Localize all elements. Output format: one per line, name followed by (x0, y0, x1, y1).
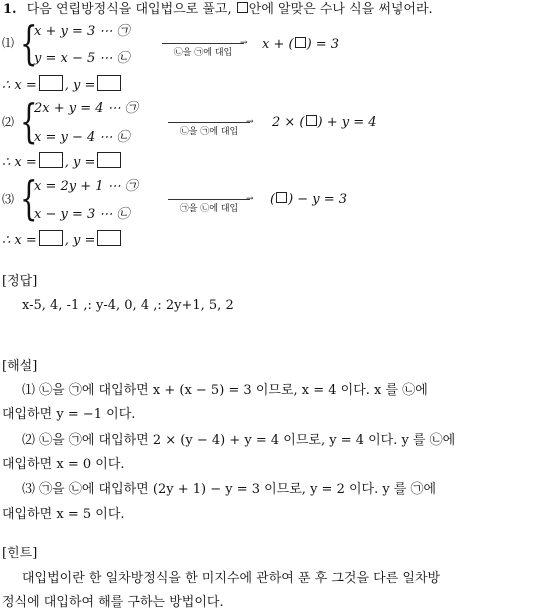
answer-box-symbol (237, 2, 248, 13)
explanation-1-line1: ⑴ ㉡을 ㉠에 대입하면 x + (x − 5) = 3 이므로, x = 4 이다. x 를 ㉡에 (22, 383, 428, 398)
problem-1-y-box[interactable] (97, 75, 121, 91)
problem-1-eq1: x + y = 3 ⋯ ㉠ (34, 24, 130, 39)
problem-2-result-box[interactable] (306, 115, 317, 126)
problem-3-brace: { (20, 171, 38, 225)
problem-3-x-box[interactable] (39, 230, 63, 246)
problem-3-y-label: , y = (64, 233, 96, 248)
problem-1-result-box[interactable] (295, 37, 306, 48)
problem-1-y-label: , y = (64, 78, 96, 93)
problem-1-result (262, 37, 339, 53)
problem-3-result-box[interactable] (276, 192, 287, 203)
answer-heading: [정답] (2, 274, 38, 289)
explanation-heading: [해설] (2, 359, 38, 374)
problem-1-brace: { (20, 16, 38, 70)
problem-1-result-right: ) = 3 (306, 37, 340, 52)
problem-3-result-left: ( (270, 192, 276, 207)
problem-1-x-box[interactable] (39, 75, 63, 91)
problem-2-y-box[interactable] (97, 152, 121, 168)
problem-2-x-label: ∴ x = (2, 155, 37, 170)
problem-2-arrow-label: ㉡을 ㉠에 대입 (179, 127, 239, 137)
problem-1-eq2: y = x − 5 ⋯ ㉡ (34, 51, 130, 66)
problem-2-result (272, 115, 377, 131)
problem-3-eq2: x − y = 3 ⋯ ㉡ (34, 207, 130, 222)
problem-2-x-box[interactable] (39, 152, 63, 168)
answer-text: x-5, 4, -1 ,: y-4, 0, 4 ,: 2y+1, 5, 2 (22, 298, 234, 313)
problem-2-result-right: ) + y = 4 (317, 115, 377, 130)
problem-2-eq1: 2x + y = 4 ⋯ ㉠ (34, 101, 138, 116)
problem-3-x-label: ∴ x = (2, 233, 37, 248)
problem-3-therefore (2, 230, 123, 249)
problem-1-arrow-label: ㉡을 ㉠에 대입 (173, 48, 233, 58)
hint-line1: 대입법이란 한 일차방정식을 한 미지수에 관하여 푼 후 그것을 다른 일차방 (22, 571, 441, 586)
problem-3-label: ⑶ (2, 192, 15, 206)
problem-3-result-right: ) − y = 3 (288, 192, 348, 207)
problem-2-label: ⑵ (2, 115, 15, 129)
explanation-2-line2: 대입하면 x = 0 이다. (2, 457, 125, 472)
problem-1-therefore (2, 75, 123, 94)
hint-line2: 정식에 대입하여 해를 구하는 방법이다. (2, 595, 224, 610)
explanation-3-line1: ⑶ ㉠을 ㉡에 대입하면 (2y + 1) − y = 3 이므로, y = 2 이다. y 를 ㉠에 (22, 482, 437, 497)
problem-2-result-left: 2 × ( (272, 115, 305, 130)
problem-1-result-left: x + ( (262, 37, 294, 52)
question-text-part2: 안에 알맞은 수나 식을 써넣어라. (248, 2, 433, 17)
problem-2-brace: { (20, 94, 38, 148)
problem-2-eq2: x = y − 4 ⋯ ㉡ (34, 130, 130, 145)
problem-3-y-box[interactable] (97, 230, 121, 246)
problem-3-arrow-label: ㉠을 ㉡에 대입 (179, 204, 239, 214)
explanation-1-line2: 대입하면 y = −1 이다. (2, 407, 136, 422)
problem-3-result (270, 192, 347, 208)
explanation-2-line1: ⑵ ㉡을 ㉠에 대입하면 2 × (y − 4) + y = 4 이므로, y = 4 이다. y 를 ㉡에 (22, 433, 456, 448)
question-stem (3, 2, 433, 18)
problem-1-label: ⑴ (2, 36, 15, 50)
problem-3-eq1: x = 2y + 1 ⋯ ㉠ (34, 179, 138, 194)
problem-1-x-label: ∴ x = (2, 78, 37, 93)
problem-2-y-label: , y = (64, 155, 96, 170)
question-number: 1. (3, 2, 17, 17)
question-text-part1: 다음 연립방정식을 대입법으로 풀고, (26, 2, 232, 17)
problem-2-therefore (2, 152, 123, 171)
explanation-3-line2: 대입하면 x = 5 이다. (2, 507, 125, 522)
hint-heading: [힌트] (2, 546, 38, 561)
